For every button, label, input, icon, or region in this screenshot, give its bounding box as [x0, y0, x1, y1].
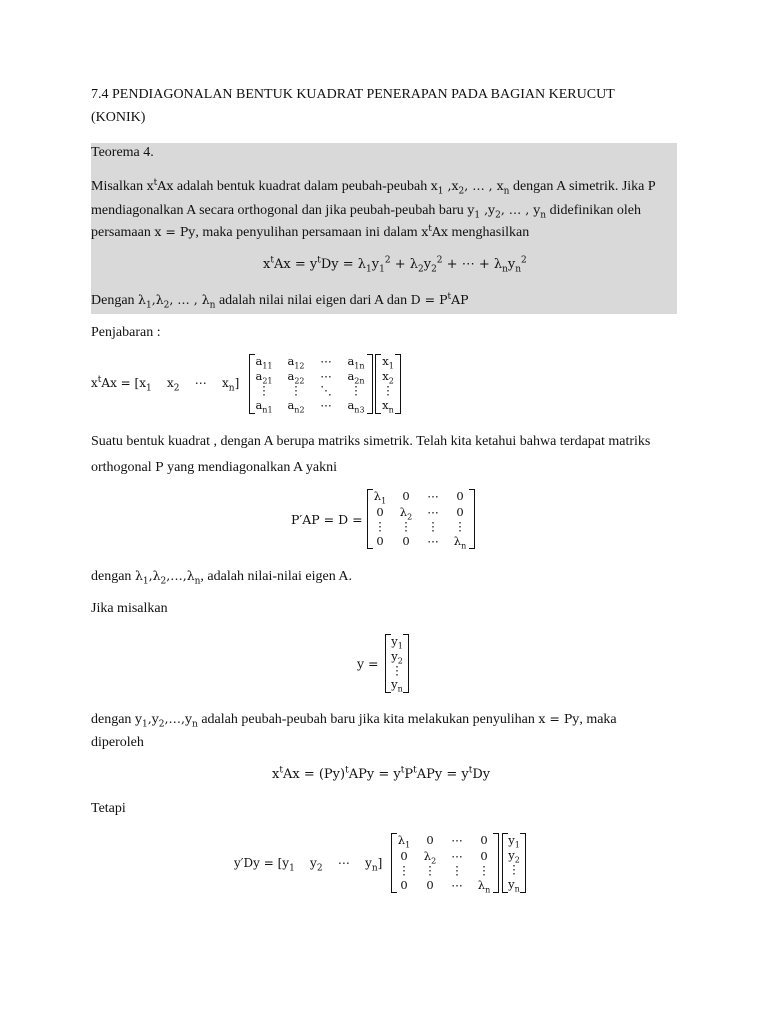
theorem-line-1: Misalkan $x^tAx$ adalah bentuk kuadrat dalam peubah-peubah $x_1$ $,x_2$, … , $x_n$ dengan A simetrik. Jika P	[91, 177, 656, 197]
paragraph-2-line-1: Suatu bentuk kuadrat , dengan A berupa matriks simetrik. Telah kita ketahui bahwa terdapat matriks	[91, 434, 651, 449]
equation-y-vector: y =	[357, 656, 379, 671]
section-heading-cont: (KONIK)	[91, 110, 146, 125]
theorem-last-line: Dengan $\lambda_1,\lambda_2$, … , $\lambda_n$ adalah nilai nilai eigen dari A dan $D = P^tAP$	[91, 291, 469, 311]
eigen-line: dengan $\lambda_1,\lambda_2,\dots,\lambda_n$, adalah nilai-nilai eigen A.	[91, 568, 353, 587]
equation-substitution: $x^tAx = (Py)^tAPy = y^tP^tAPy = y^tDy$	[272, 765, 491, 782]
matrix-a: $a_{11}$ $a_{12}$ ⋯ $a_{1n}$ $a_{21}$ $a_{22}$ ⋯ $a_{2n}$ ⋮ ⋮ ⋱ ⋮ $a_{n1}$ $a_{n2}$ ⋯ $a_{n3}$	[249, 354, 373, 414]
theorem-line-3: persamaan x = Py, maka penyulihan persamaan ini dalam $x^tAx$ menghasilkan	[91, 223, 530, 240]
penjabaran-label: Penjabaran :	[91, 325, 161, 340]
paragraph-3-line-1: dengan $y_1,y_2,\dots,y_n$ adalah peubah-peubah baru jika kita melakukan penyulihan x = Py, maka	[91, 711, 617, 730]
equation-diagonalization: P′AP = D =	[291, 512, 363, 527]
vector-y: $y_1$ $y_2$ ⋮ $y_n$	[385, 634, 409, 693]
tetapi-label: Tetapi	[91, 801, 126, 816]
jika-misalkan: Jika misalkan	[91, 601, 168, 616]
equation-ydy: $y'Dy = [y_1$ $y_2$ ⋯ $y_n$]	[234, 856, 383, 874]
vector-x: $x_1$ $x_2$ ⋮ $x_n$	[375, 354, 401, 414]
vector-y-2: $y_1$ $y_2$ ⋮ $y_n$	[502, 833, 526, 893]
theorem-title: Teorema 4.	[91, 145, 154, 160]
paragraph-3-line-2: diperoleh	[91, 735, 144, 750]
paragraph-2-line-2: orthogonal P yang mendiagonalkan A yakni	[91, 459, 337, 475]
matrix-d: $\lambda_1$ 0 ⋯ 0 0 $\lambda_2$ ⋯ 0 ⋮ ⋮ ⋮ ⋮ 0 0 ⋯ $\lambda_n$	[367, 489, 475, 549]
equation-quadratic-form: $x^tAx = [x_1$ $x_2$ ⋯ $x_n$]	[91, 375, 240, 394]
matrix-d-2: $\lambda_1$ 0 ⋯ 0 0 $\lambda_2$ ⋯ 0 ⋮ ⋮ ⋮ ⋮ 0 0 ⋯ $\lambda_n$	[391, 833, 499, 893]
theorem-equation: $x^tAx = y^tDy = \lambda_1y_1^2 + \lambda_2y_2^2$ + ⋯ + $\lambda_ny_n^2$	[263, 255, 527, 275]
section-heading: 7.4 PENDIAGONALAN BENTUK KUADRAT PENERAPAN PADA BAGIAN KERUCUT	[91, 87, 615, 102]
theorem-line-2: mendiagonalkan A secara orthogonal dan jika peubah-peubah baru $y_1$ $,y_2$, … , $y_n$ didefinikan oleh	[91, 202, 641, 221]
